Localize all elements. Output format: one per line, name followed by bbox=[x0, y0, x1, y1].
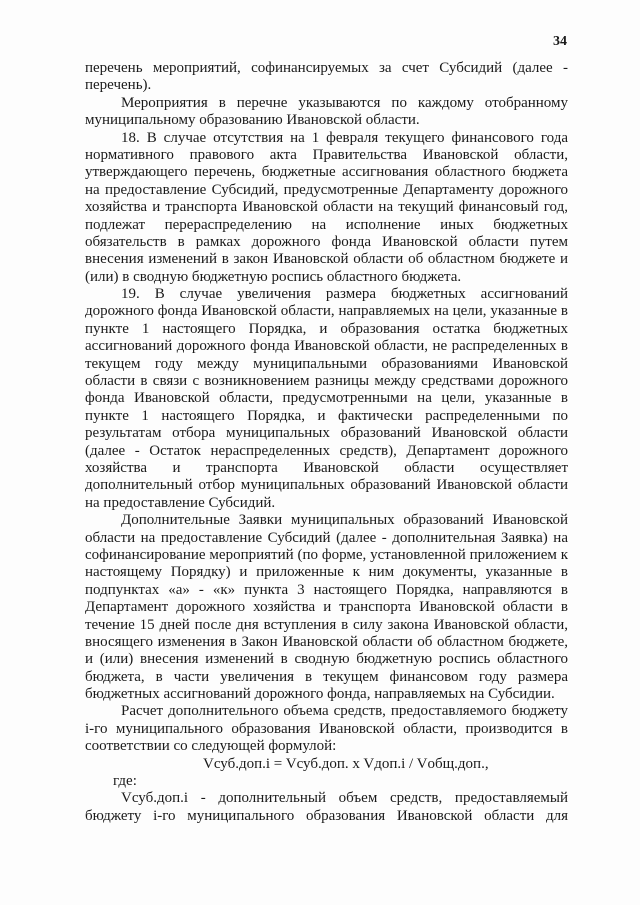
text-line: внесения изменений в закон Ивановской области об областном бюджете и bbox=[85, 251, 568, 268]
text-line: течение 15 дней после дня вступления в силу закона Ивановской области, bbox=[85, 616, 568, 633]
text-line: области на предоставление Субсидий (далее - дополнительная Заявка) на bbox=[85, 529, 568, 546]
text-line: соответствии со следующей формулой: bbox=[85, 738, 337, 755]
text-line: на предоставление Субсидий, предусмотренные Департаменту дорожного bbox=[85, 181, 568, 198]
text-line: дорожного фонда Ивановской области, направляемых на цели, указанные в bbox=[85, 303, 568, 320]
text-line: (далее - Остаток нераспределенных средств), Департамент дорожного bbox=[85, 442, 568, 459]
text-line: 18. В случае отсутствия на 1 февраля текущего финансового года bbox=[121, 129, 568, 146]
text-line: нормативного правового акта Правительства Ивановской области, bbox=[85, 146, 568, 163]
text-line: 19. В случае увеличения размера бюджетных ассигнований bbox=[121, 286, 568, 303]
text-line: и (или) внесения изменений в сводную бюджетную роспись областного bbox=[85, 651, 568, 668]
text-line: пункте 1 настоящего Порядка, и фактически распределенными по bbox=[85, 407, 568, 424]
text-line: дополнительный отбор муниципальных образований Ивановской области bbox=[85, 477, 568, 494]
text-line: настоящему Порядку) и приложенные к ним документы, указанные в bbox=[85, 564, 568, 581]
document-body bbox=[85, 60, 568, 825]
text-line: обязательств в рамках дорожного фонда Ивановской области путем bbox=[85, 233, 568, 250]
text-line: перечень). bbox=[85, 77, 152, 94]
text-line: Департамент дорожного хозяйства и транспорта Ивановской области в bbox=[85, 599, 568, 616]
text-line: хозяйства и транспорта Ивановской области осуществляет bbox=[85, 459, 568, 476]
text-line: бюджету i-го муниципального образования Ивановской области для bbox=[85, 807, 568, 824]
text-line: i-го муниципального образования Ивановской области, производится в bbox=[85, 720, 568, 737]
text-line: перечень мероприятий, софинансируемых за счет Субсидий (далее - bbox=[85, 60, 568, 76]
text-line: бюджетных ассигнований дорожного фонда, направляемых на Субсидии. bbox=[85, 686, 555, 703]
text-line: Vсуб.доп.i - дополнительный объем средств, предоставляемый bbox=[121, 790, 568, 807]
text-line: вносящего изменения в Закон Ивановской области об областном бюджете, bbox=[85, 633, 568, 650]
text-line: муниципальному образованию Ивановской области. bbox=[85, 112, 420, 129]
text-line: текущем году между муниципальными образованиями Ивановской bbox=[85, 355, 568, 372]
text-line: пункте 1 настоящего Порядка, и образования остатка бюджетных bbox=[85, 320, 568, 337]
text-line: фонда Ивановской области, предусмотренными на цели, указанные в bbox=[85, 390, 568, 407]
text-line: Расчет дополнительного объема средств, предоставляемого бюджету bbox=[121, 703, 568, 720]
text-line: результатам отбора муниципальных образований Ивановской области bbox=[85, 425, 568, 442]
text-line: подпунктах «а» - «к» пункта 3 настоящего Порядка, направляются в bbox=[85, 581, 568, 598]
text-line: Мероприятия в перечне указываются по каждому отобранному bbox=[121, 94, 568, 111]
text-line: утверждающего перечень, бюджетные ассигнования областного бюджета bbox=[85, 164, 568, 181]
where-label: где: bbox=[113, 773, 137, 790]
text-line: (или) в сводную бюджетную роспись областного бюджета. bbox=[85, 268, 462, 285]
text-line: ассигнований дорожного фонда Ивановской области, не распределенных в bbox=[85, 338, 568, 355]
text-line: софинансирование мероприятий (по форме, установленной приложением к bbox=[85, 546, 568, 563]
text-line: Дополнительные Заявки муниципальных образований Ивановской bbox=[121, 512, 568, 529]
text-line: на предоставление Субсидий. bbox=[85, 494, 276, 511]
page-number: 34 bbox=[553, 34, 567, 49]
text-line: хозяйства и транспорта Ивановской области на текущий финансовый год, bbox=[85, 199, 568, 216]
text-line: подлежат перераспределению на исполнение иных бюджетных bbox=[85, 216, 568, 233]
text-line: области в связи с возникновением разницы между средствами дорожного bbox=[85, 373, 568, 390]
text-line: бюджета, в части увеличения в текущем финансовом году размера bbox=[85, 668, 568, 685]
formula: Vсуб.доп.i = Vсуб.доп. x Vдоп.i / Vобщ.доп., bbox=[203, 755, 489, 772]
